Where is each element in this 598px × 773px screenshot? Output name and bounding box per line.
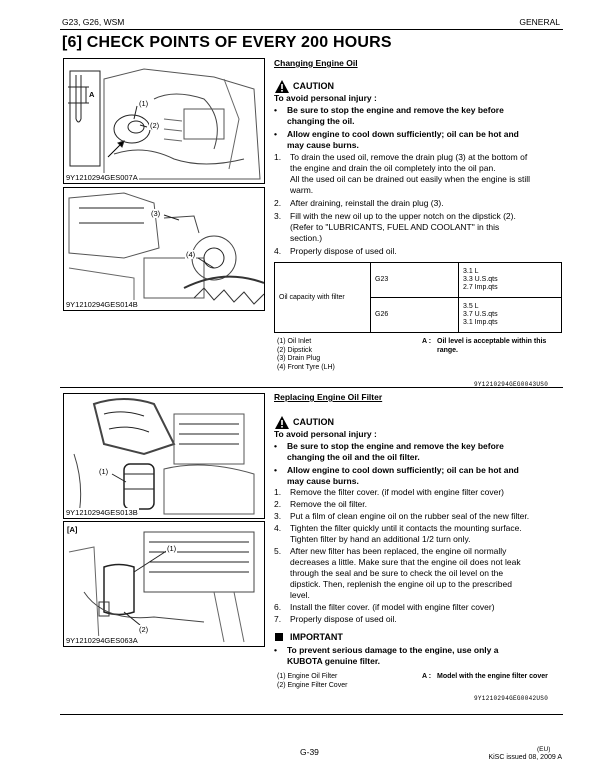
legend-item: (2) Engine Filter Cover	[277, 681, 348, 689]
step-line: Remove the oil filter.	[290, 499, 368, 509]
fig3-label-1: (1)	[99, 467, 109, 476]
section-divider	[60, 387, 563, 388]
step-line: Properly dispose of used oil.	[290, 246, 397, 256]
capacity-values-cell	[459, 298, 562, 333]
footer-region: (EU)	[537, 746, 551, 753]
bullet-line: may cause burns.	[287, 476, 359, 486]
legend-item: (1) Oil Inlet	[277, 338, 312, 345]
step-line: Remove the filter cover. (if model with engine filter cover)	[290, 487, 505, 497]
bullet-line: changing the oil.	[287, 116, 355, 126]
bullet-line: Allow engine to cool down sufficiently; oil can be hot and	[287, 465, 519, 475]
reference-code: 9Y1210294GEG0043US0	[474, 381, 549, 388]
step-line: After draining, reinstall the drain plug (3).	[290, 198, 444, 208]
warning-triangle-icon	[275, 80, 289, 93]
model-cell: G23	[371, 263, 459, 298]
fig3-id: 9Y1210294GES013B	[66, 508, 138, 517]
bullet-line: changing the oil and the oil filter.	[287, 452, 420, 462]
engine-dipstick-illustration	[64, 59, 265, 184]
header-left: G23, G26, WSM	[62, 17, 125, 27]
bullet-line: may cause burns.	[287, 140, 359, 150]
reference-code: 9Y1210294GEG0042US0	[474, 695, 549, 702]
note-text	[437, 673, 548, 682]
fig1-label-1: (1)	[139, 99, 149, 108]
step-line: Tighten the filter quickly until it contacts the mounting surface.	[290, 523, 522, 533]
bullet-line: Be sure to stop the engine and remove the key before	[287, 105, 504, 115]
warning-triangle-icon	[275, 416, 289, 429]
step-number: 2.	[274, 499, 282, 509]
section-changing-oil: Changing Engine Oil CAUTION To avoid personal injury : • Be sure to stop the engine and remove the key before changing the oil. • Allow engine to cool down sufficiently; oil can be hot and may cause burns. 1. To drain the used oil, remove the drain plug (3) at the bottom of the engine and drain the oil completely into the oil pan. All the used oil can be drained out easily when the engine is still warm. 2. After draining, reinstall the drain plug (3). 3. Fill with the new oil up to the upper notch on the dipstick (2). (Refer to "LUBRICANTS, FUEL AND COOLANT" in this section.) 4. Properly dispose of used oil. Oil capacity with filter G23 3.1 L 3.3 U.S.qts 2.7 Imp.qts G26 3.5 L 3.7 U.S.qts 3.1 Imp.qts (1) Oil Inlet (2) Dipstick (3) Drain Plug (4) Front Tyre (LH) A : Oil level is acceptable within this range. 9Y1210294GEG0043US0	[274, 58, 564, 388]
step-line: the engine and drain the oil completely into the oil pan.	[290, 163, 496, 173]
note-line: Model with the engine filter cover	[437, 673, 548, 680]
fig4-label-2: (2)	[139, 625, 149, 634]
footer-rule	[60, 714, 563, 715]
section-oil-filter: Replacing Engine Oil Filter CAUTION To avoid personal injury : • Be sure to stop the engine and remove the key before changing the oil and the oil filter. • Allow engine to cool down sufficiently; oil can be hot and may cause burns. 1. Remove the filter cover. (if model with engine filter cover) 2. Remove the oil filter. 3. Put a film of clean engine oil on the rubber seal of the new filter. 4. Tighten the filter quickly until it contacts the mounting surface. Tighten filter by hand an additional 1/2 turn only. 5. After new filter has been replaced, the engine oil normally decreases a little. Make sure that the engine oil does not leak through the seal and be sure to check the oil level on the dipstick. Then, replenish the engine oil up to the prescribed level. 6. Install the filter cover. (if model with engine filter cover) 7. Properly dispose of used oil. IMPORTANT • To prevent serious damage to the engine, use only a KUBOTA genuine filter. (1) Engine Oil Filter (2) Engine Filter Cover A : Model with the engine filter cover 9Y1210294GEG0042US0	[274, 392, 549, 702]
capacity-values-cell	[459, 263, 562, 298]
step-line: Tighten filter by hand an additional 1/2 turn only.	[290, 534, 471, 544]
capacity-value: 2.7 Imp.qts	[463, 284, 498, 291]
header-rule	[60, 29, 563, 30]
fig4-id: 9Y1210294GES063A	[66, 636, 138, 645]
caution-label: CAUTION	[293, 81, 334, 91]
avoid-injury-line: To avoid personal injury :	[274, 93, 377, 103]
step-line: All the used oil can be drained out easily when the engine is still	[290, 174, 531, 184]
oil-filter-illustration	[64, 394, 265, 519]
figure-filter-cover	[63, 521, 265, 647]
drain-plug-illustration	[64, 188, 265, 311]
fig1-label-2: (2)	[150, 121, 160, 130]
header-right: GENERAL	[519, 17, 560, 27]
legend-item: (1) Engine Oil Filter	[277, 673, 338, 680]
avoid-injury-line: To avoid personal injury :	[274, 429, 377, 439]
fig2-label-4: (4)	[186, 250, 196, 259]
bullet-line: Be sure to stop the engine and remove the key before	[287, 441, 504, 451]
capacity-value: 3.7 U.S.qts	[463, 311, 498, 318]
important-label: IMPORTANT	[290, 632, 343, 642]
capacity-value: 3.1 Imp.qts	[463, 319, 498, 326]
step-line: level.	[290, 590, 310, 600]
step-line: dipstick. Then, replenish the engine oil up to the prescribed	[290, 579, 512, 589]
capacity-value: 3.5 L	[463, 303, 479, 310]
capacity-value: 3.3 U.S.qts	[463, 276, 498, 283]
step-line: through the seal and be sure to check the oil level on the	[290, 568, 504, 578]
fig2-label-3: (3)	[151, 209, 161, 218]
legend-list	[277, 673, 347, 690]
step-line: Fill with the new oil up to the upper notch on the dipstick (2).	[290, 211, 516, 221]
step-line: decreases a little. Make sure that the engine oil does not leak	[290, 557, 521, 567]
step-number: 1.	[274, 487, 282, 497]
page-title: [6] CHECK POINTS OF EVERY 200 HOURS	[62, 34, 392, 51]
step-number: 1.	[274, 152, 282, 162]
filter-cover-illustration	[64, 522, 265, 647]
step-number: 4.	[274, 523, 282, 533]
section-heading: Changing Engine Oil	[274, 58, 358, 68]
step-line: Properly dispose of used oil.	[290, 614, 397, 624]
legend-list	[277, 338, 335, 372]
legend-item: (2) Dipstick	[277, 346, 313, 354]
fig1-label-a: A	[89, 90, 95, 99]
step-line: To drain the used oil, remove the drain plug (3) at the bottom of	[290, 152, 528, 162]
step-number: 3.	[274, 511, 282, 521]
model-cell: G26	[371, 298, 459, 333]
oil-capacity-table	[274, 262, 562, 333]
figure-dipstick	[63, 58, 265, 184]
note-text	[437, 338, 546, 355]
step-number: 3.	[274, 211, 282, 221]
step-line: (Refer to "LUBRICANTS, FUEL AND COOLANT" in this	[290, 222, 500, 232]
page-number: G-39	[300, 747, 319, 757]
step-number: 5.	[274, 546, 282, 556]
note-line: range.	[437, 346, 459, 354]
step-number: 6.	[274, 602, 282, 612]
step-line: Put a film of clean engine oil on the rubber seal of the new filter.	[290, 511, 530, 521]
step-line: After new filter has been replaced, the engine oil normally	[290, 546, 507, 556]
note-key: A :	[422, 338, 432, 345]
capacity-label-cell: Oil capacity with filter	[275, 263, 371, 333]
note-line: Oil level is acceptable within this	[437, 338, 547, 345]
bullet-line: Allow engine to cool down sufficiently; oil can be hot and	[287, 129, 519, 139]
legend-item: (3) Drain Plug	[277, 355, 321, 362]
important-square-icon	[275, 633, 283, 641]
footer-issue: KiSC issued 08, 2009 A	[488, 754, 562, 761]
fig4-bracket-label: [A]	[67, 525, 78, 534]
figure-drain-plug	[63, 187, 265, 311]
bullet-line: To prevent serious damage to the engine, use only a	[287, 645, 499, 655]
section-heading: Replacing Engine Oil Filter	[274, 392, 383, 402]
bullet-line: KUBOTA genuine filter.	[287, 656, 381, 666]
fig1-id: 9Y1210294GES007A	[66, 173, 138, 182]
legend-item: (4) Front Tyre (LH)	[277, 363, 335, 371]
note-key: A :	[422, 673, 432, 680]
step-line: Install the filter cover. (if model with engine filter cover)	[290, 602, 495, 612]
fig2-id: 9Y1210294GES014B	[66, 300, 138, 309]
step-number: 2.	[274, 198, 282, 208]
step-line: warm.	[290, 185, 314, 195]
step-number: 7.	[274, 614, 282, 624]
step-line: section.)	[290, 233, 323, 243]
capacity-value: 3.1 L	[463, 268, 479, 275]
caution-label: CAUTION	[293, 417, 334, 427]
fig4-label-1: (1)	[167, 544, 177, 553]
step-number: 4.	[274, 246, 282, 256]
figure-oil-filter	[63, 393, 265, 519]
